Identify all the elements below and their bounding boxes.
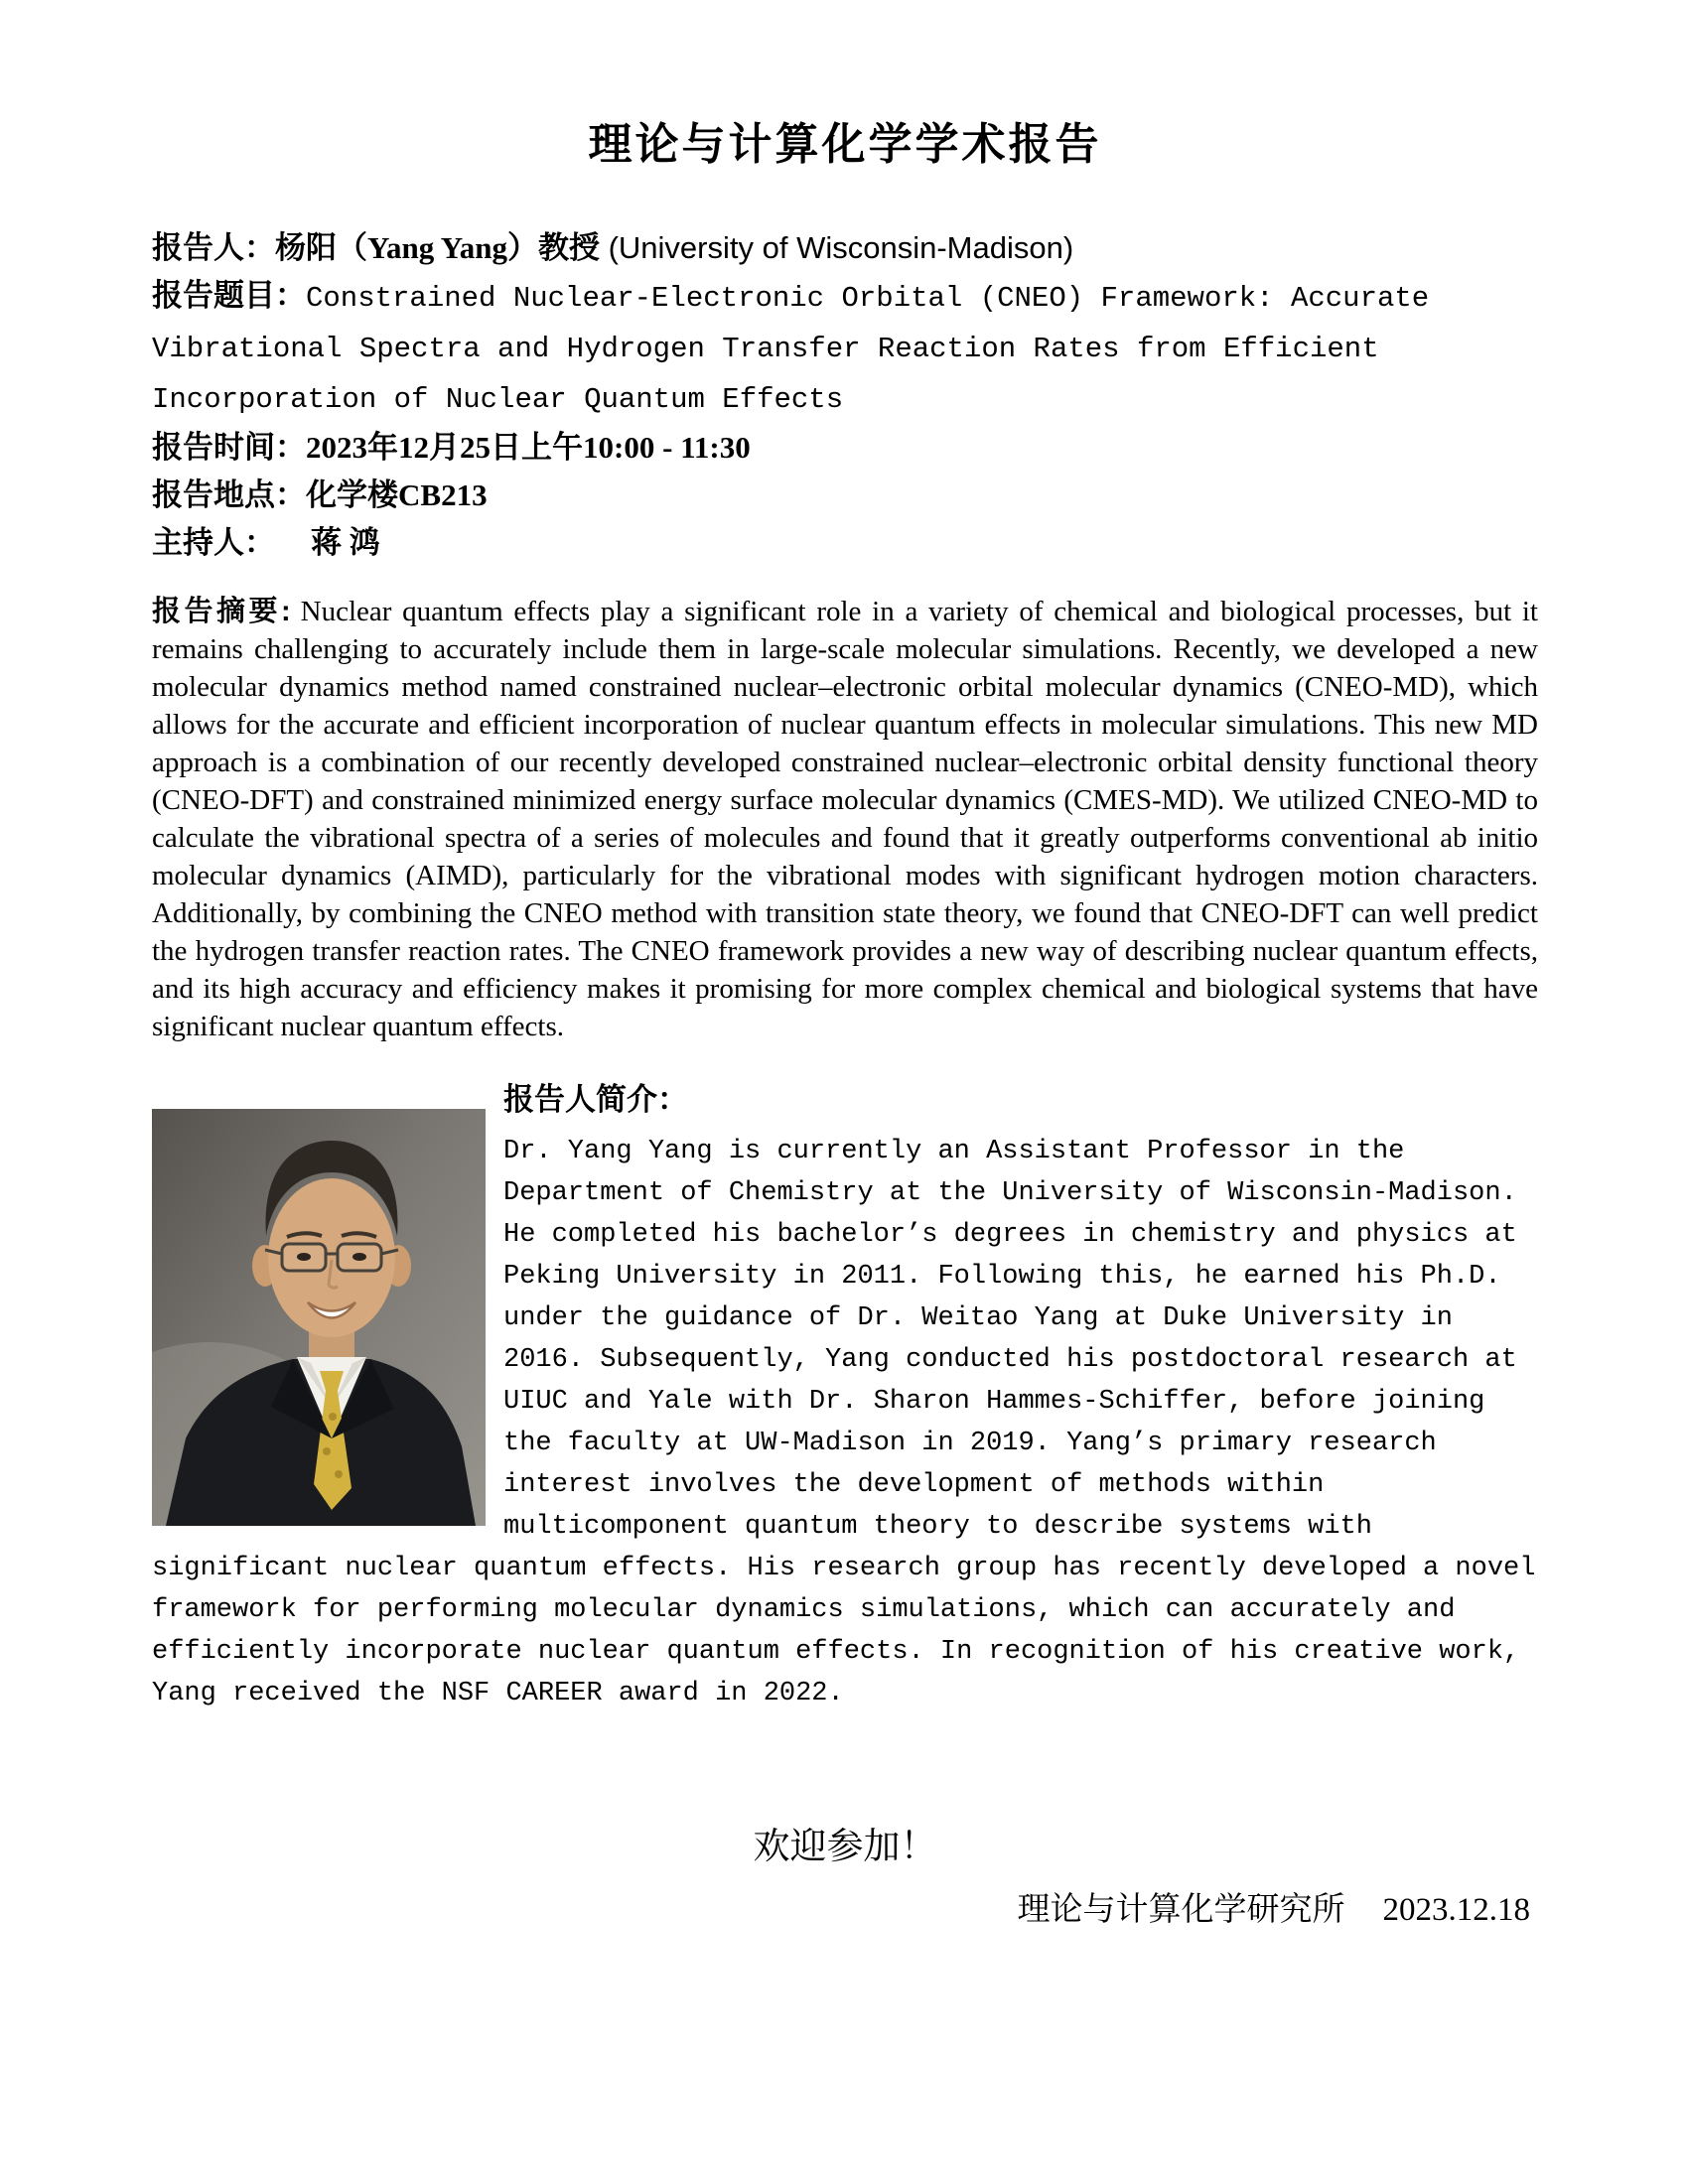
speaker-photo xyxy=(152,1109,486,1526)
venue-row xyxy=(152,472,1538,519)
host-row xyxy=(152,519,1538,567)
abstract-text: Nuclear quantum effects play a significant role in a variety of chemical and biological processes, but it remains challenging to accurately include them in large-scale molecular simulations. Recently, we developed a new molecular dynamics method named constrained nuclear–electronic orbital molecular dynamics (CNEO-MD), which allows for the accurate and efficient incorporation of nuclear quantum effects in molecular simulations. This new MD approach is a combination of our recently developed constrained nuclear–electronic orbital density functional theory (CNEO-DFT) and constrained minimized energy surface molecular dynamics (CMES-MD). We utilized CNEO-MD to calculate the vibrational spectra of a series of molecules and found that it greatly outperforms conventional ab initio molecular dynamics (AIMD), particularly for the vibrational modes with significant hydrogen motion characters. Additionally, by combining the CNEO method with transition state theory, we found that CNEO-DFT can well predict the hydrogen transfer reaction rates. The CNEO framework provides a new way of describing nuclear quantum effects, and its high accuracy and efficiency makes it promising for more complex chemical and biological systems that have significant nuclear quantum effects. xyxy=(152,596,1538,1042)
speaker-row xyxy=(152,224,1538,272)
venue-value: 化学楼CB213 xyxy=(306,478,488,512)
host-value: 蒋 鸿 xyxy=(311,525,380,560)
abstract-label: 报告摘要: xyxy=(152,596,291,627)
bio-heading: 报告人简介： xyxy=(503,1082,688,1117)
topic-text: Constrained Nuclear-Electronic Orbital (CNEO) Framework: Accurate Vibrational Spectra and Hydrogen Transfer Reaction Rates from Efficient Incorporation of Nuclear Quantum Effects xyxy=(152,282,1430,416)
bio-text: Dr. Yang Yang is currently an Assistant Professor in the Department of Chemistry at the University of Wisconsin-Madison. He completed his bachelor’s degrees in chemistry and physics at Peking University in 2011. Following this, he earned his Ph.D. under the guidance of Dr. Weitao Yang at Duke University in 2016. Subsequently, Yang conducted his postdoctoral research at UIUC and Yale with Dr. Sharon Hammes-Schiffer, before joining the faculty at UW-Madison in 2019. Yang’s primary research interest involves the development of methods within multicomponent quantum theory to describe systems with significant nuclear quantum effects. His research group has recently developed a novel framework for performing molecular dynamics simulations, which can accurately and efficiently incorporate nuclear quantum effects. In recognition of his creative work, Yang received the NSF CAREER award in 2022. xyxy=(152,1137,1536,1708)
speaker-label: 报告人： xyxy=(152,230,275,265)
speaker-affiliation: (University of Wisconsin-Madison) xyxy=(599,230,1074,265)
venue-label: 报告地点： xyxy=(152,478,306,512)
speaker-portrait-illustration xyxy=(152,1109,486,1526)
footer-organizer: 理论与计算化学研究所 xyxy=(1017,1892,1345,1928)
page-title: 理论与计算化学学术报告 xyxy=(588,120,1102,169)
host-label: 主持人： xyxy=(152,525,275,560)
welcome-message: 欢迎参加！ xyxy=(753,1827,937,1867)
time-row xyxy=(152,424,1538,472)
footer-date: 2023.12.18 xyxy=(1382,1892,1530,1928)
time-value: 2023年12月25日上午10:00 - 11:30 xyxy=(306,430,751,465)
bio-section xyxy=(152,1079,1538,1714)
footer-line xyxy=(152,1887,1538,1933)
topic-row xyxy=(152,272,1538,424)
abstract-paragraph xyxy=(152,593,1538,1045)
time-label: 报告时间： xyxy=(152,430,306,465)
speaker-name: 杨阳（Yang Yang）教授 xyxy=(275,230,600,265)
topic-label: 报告题目： xyxy=(152,278,306,313)
